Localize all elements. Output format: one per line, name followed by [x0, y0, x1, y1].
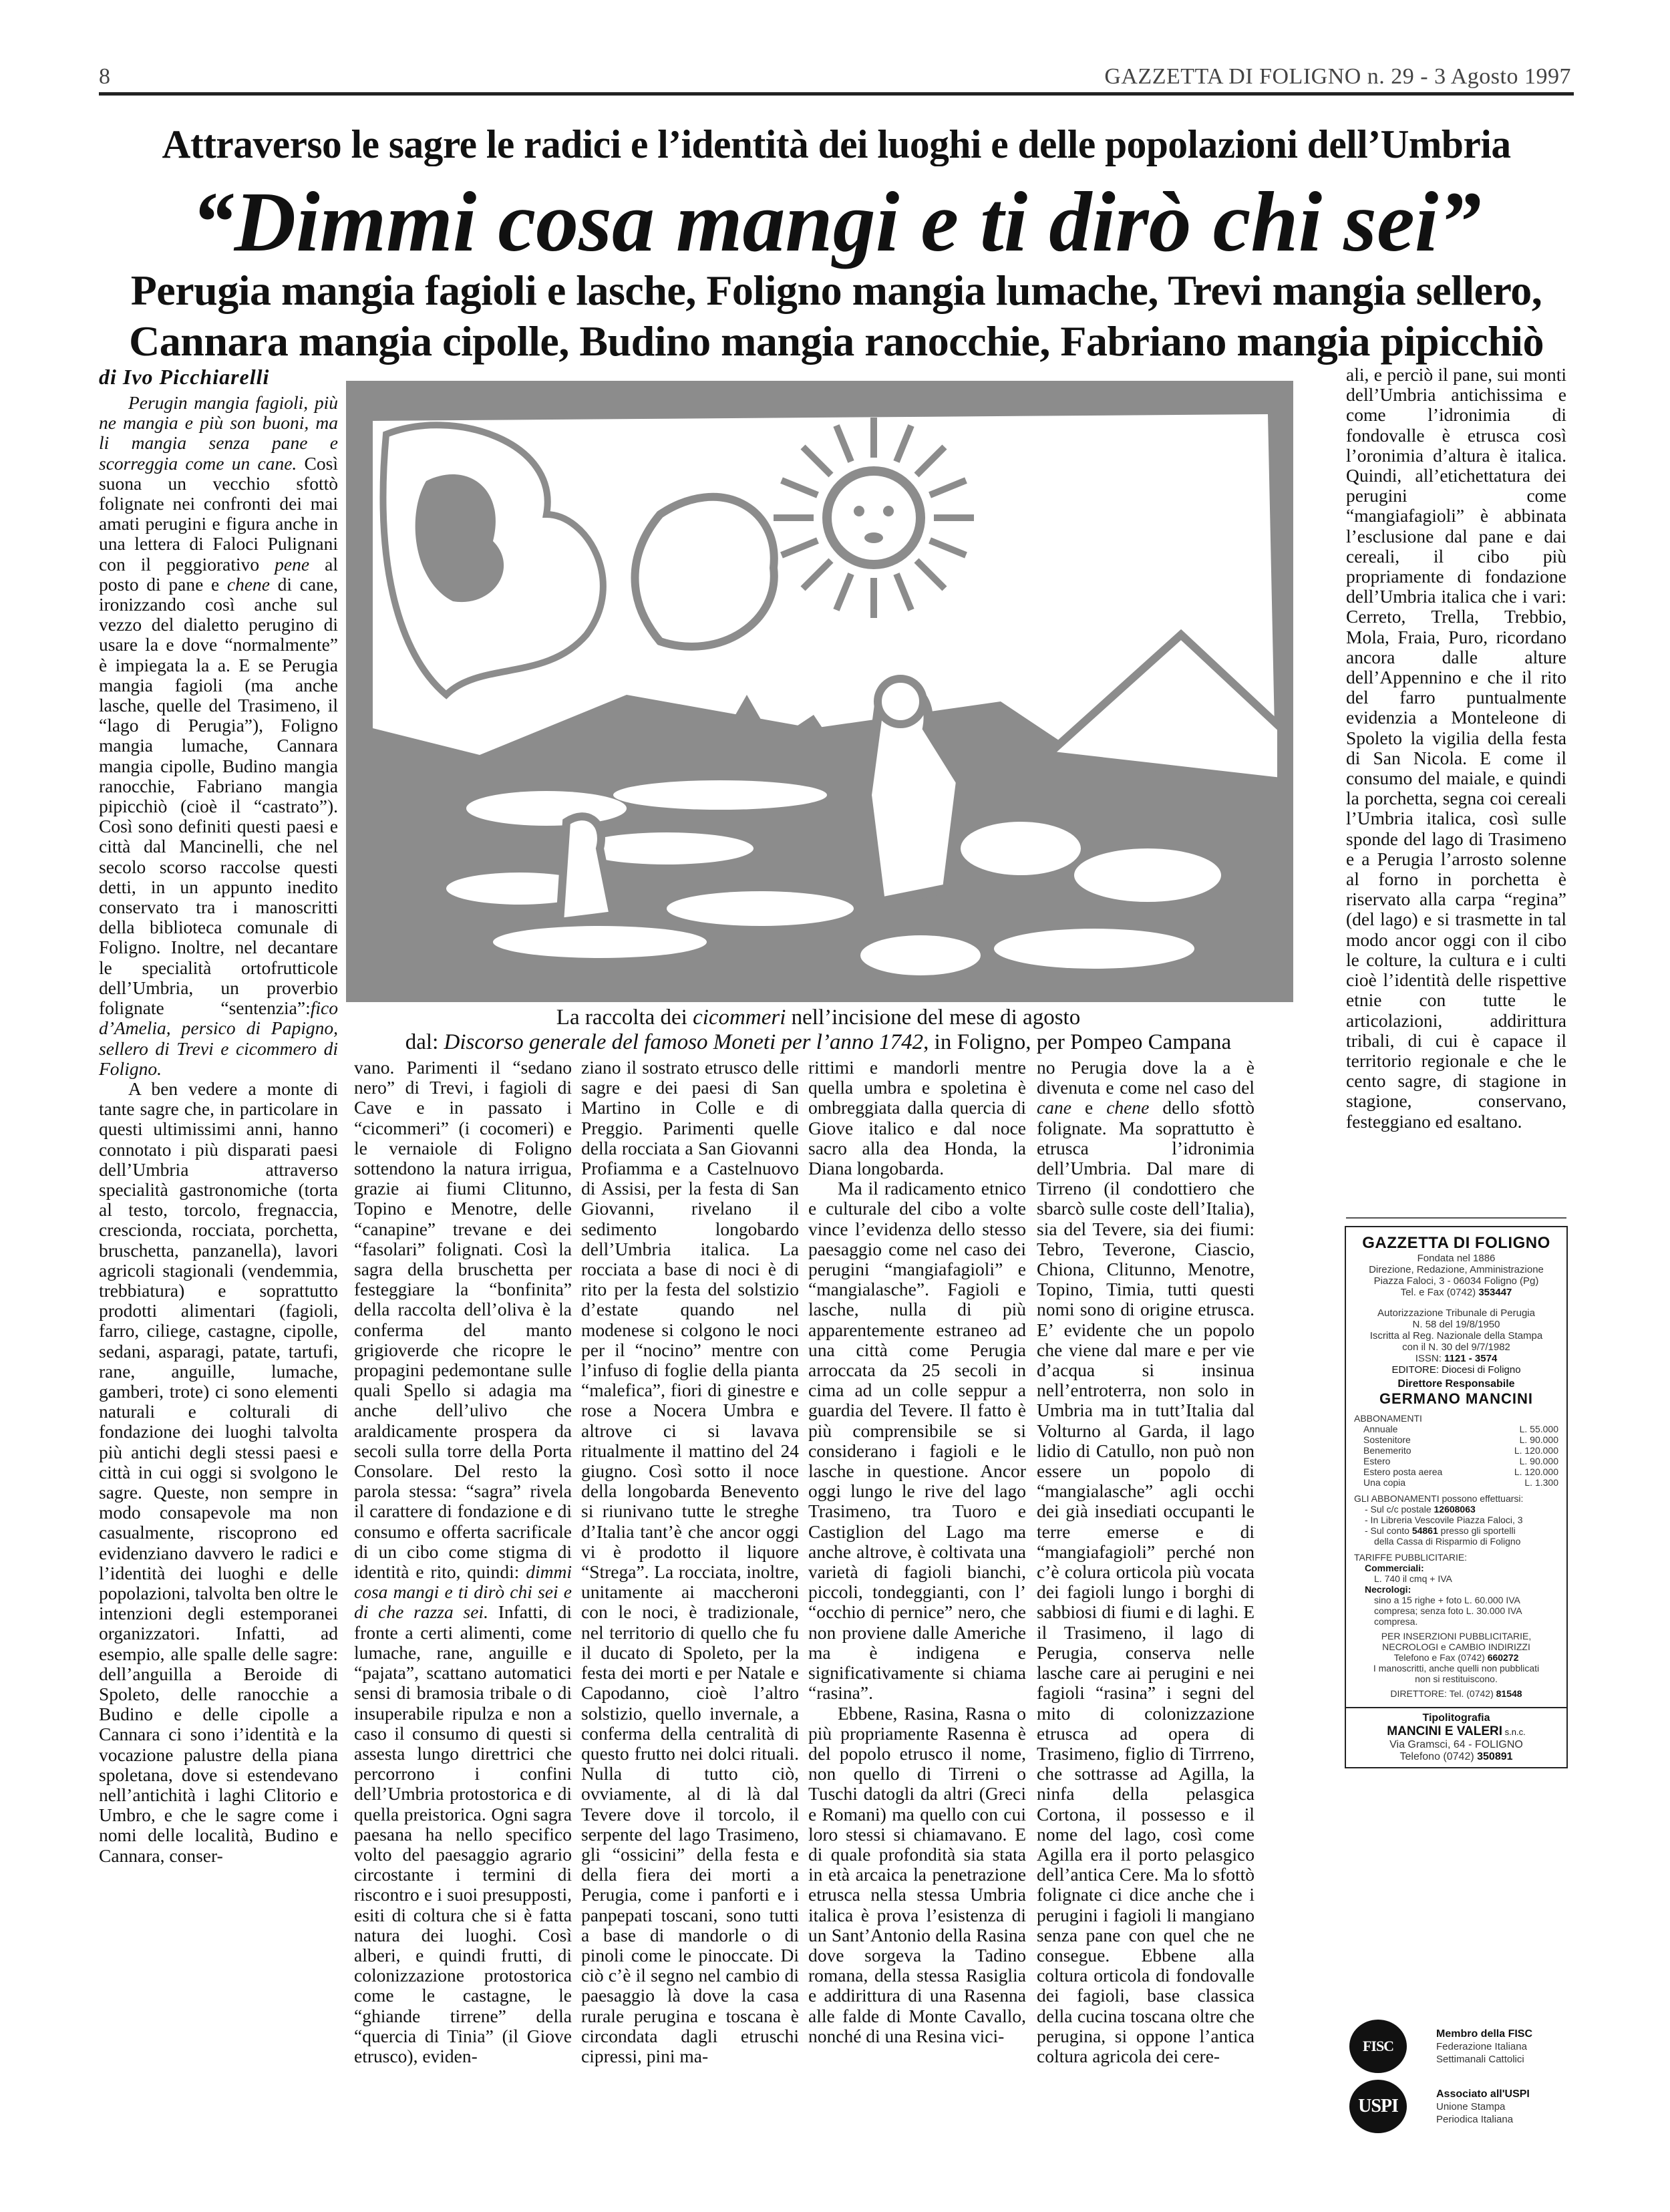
payment-option-detail: della Cassa di Risparmio di Foligno — [1374, 1536, 1521, 1547]
payment-option: - In Libreria Vescovile Piazza Faloci, 3 — [1365, 1515, 1523, 1525]
payment-label: presso gli sportelli — [1438, 1525, 1516, 1536]
registry-number: con il N. 30 del 9/7/1982 — [1402, 1341, 1510, 1353]
caption-text: La raccolta dei — [556, 1005, 693, 1030]
obituaries-rate: compresa. — [1374, 1616, 1418, 1627]
paragraph: rittimi e mandorli mentre quella umbra e spoletina è ombreggiata dalla quercia di Giove italico e dal noce sacro alla dea Honda, la Diana longobarda. — [808, 1057, 1026, 1179]
printer-name-text: MANCINI E VALERI — [1387, 1724, 1503, 1738]
issn-value: 1121 - 3574 — [1444, 1353, 1498, 1364]
membership-line: Unione Stampa — [1436, 2100, 1506, 2112]
masthead-phone — [1346, 1287, 1566, 1298]
masthead-box — [1345, 1226, 1568, 1768]
italic-word: chene — [1106, 1097, 1150, 1118]
column-divider — [1346, 1217, 1566, 1219]
paragraph: A ben vedere a monte di tante sagre che, in particolare in questi ultimissimi anni, hanno connotato i più disparati paesi dell’Umbria attraverso specialità gastronomiche (torta al testo, torcolo, fregnaccia, crescionda, rocciata, porchetta, bruschetta, panzanella), lavori agricoli stagionali (vendemmia, trebbiatura) e soprattutto prodotti alimentari (fagioli, farro, ciliege, castagne, cipolle, sedani, asparagi, patate, tartufi, rane, anguille, lumache, gamberi, trote) ci sono elementi naturali e colturali di fondazione dei luoghi talvolta più antichi degli stessi paesi e città in cui oggi si svolgono le sagre. Queste, non sempre in modo consapevole ma non casualmente, riscoprono ed evidenziano davvero le radici e l’identità dei luoghi e delle popolazioni, talvolta ben oltre le intenzioni degli estemporanei organizzatori. Infatti, ad esempio, alle spalle delle sagre: dell’anguilla a Beroide di Spoleto, delle ranocchie a Budino e delle cipolle a Cannara ci sono i’identità e la vocazione palustre della piana spoletana, dove si estendevano nell’antichità i laghi Clitorio e Umbro, e che le sagre come i nomi delle località, Budino e Cannara, conser- — [99, 1078, 338, 1866]
italic-word: cane — [1037, 1097, 1071, 1118]
fisc-logo-icon: FISC — [1349, 2020, 1407, 2073]
printer-phone — [1346, 1751, 1566, 1763]
subscription-row — [1354, 1445, 1558, 1456]
article-column-2 — [354, 1058, 572, 2066]
text-run: di cane, ironizzando così anche sul vezzo del dialetto perugino di usare la e dove “normalmente” è impiegata la a. E se Perugia mangia fagioli (ma anche lasche, quelle del Trasimeno, il “lago di Perugia”), Foligno mangia lumache, Cannara mangia cipolle, Budino mangia ranocchie, Fabriano mangia pipicchiò (cioè il “castrato”). Così sono definiti questi paesi e città dal Mancinelli, che nel secolo scorso raccolse questi detti, in un appunto inedito conservato tra i manoscritti della biblioteca comunale di Foligno. Inoltre, nel decantare le specialità ortofrutticole dell’Umbria, un proverbio folignate “sentenzia”: — [99, 573, 338, 1019]
article-headline: “Dimmi cosa mangi e ti dirò chi sei” — [191, 174, 1482, 269]
printer-title: Tipolitografia — [1422, 1712, 1490, 1724]
obituaries-rate: sino a 15 righe + foto L. 60.000 IVA — [1374, 1595, 1520, 1605]
subscription-row — [1354, 1477, 1558, 1488]
inserts-info: PER INSERZIONI PUBBLICITARIE, — [1381, 1631, 1532, 1641]
inserts-info: NECROLOGI e CAMBIO INDIRIZZI — [1382, 1641, 1530, 1652]
masthead-title: GAZZETTA DI FOLIGNO — [1362, 1234, 1550, 1252]
obituaries-label: Necrologi: — [1365, 1584, 1411, 1595]
sun-figure — [774, 418, 974, 618]
phone-number: 350891 — [1477, 1751, 1513, 1762]
printer-name — [1346, 1724, 1566, 1739]
caption-text: dal: — [405, 1030, 444, 1054]
ad-rates-title: TARIFFE PUBBLICITARIE: — [1354, 1552, 1468, 1563]
subscription-price: L. 55.000 — [1519, 1424, 1558, 1434]
printer-suffix: s.n.c. — [1502, 1727, 1526, 1737]
phone-number: 81548 — [1496, 1688, 1522, 1699]
director-name: GERMANO MANCINI — [1379, 1390, 1534, 1407]
manuscripts-note: I manoscritti, anche quelli non pubblicati — [1373, 1663, 1540, 1674]
woodcut-illustration-icon — [346, 381, 1293, 1002]
text-run: al posto di pane e — [99, 553, 338, 595]
authorization: Autorizzazione Tribunale di Perugia — [1377, 1307, 1535, 1319]
membership-line: Federazione Italiana — [1436, 2040, 1527, 2052]
article-column-1 — [99, 392, 338, 1866]
issn-label: ISSN: — [1415, 1353, 1445, 1364]
inserts-phone — [1354, 1652, 1558, 1663]
subscription-label: Benemerito — [1363, 1445, 1411, 1456]
authorization-number: N. 58 del 19/8/1950 — [1412, 1319, 1500, 1330]
paragraph: Ma il radicamento etnico e culturale del cibo a volte vince l’evidenza dello stesso paesaggio come nel caso dei perugini “mangiafagioli” e “mangialasche”. Fagioli e lasche, nulla di più apparentemente estraneo ad una città come Perugia arroccata da 25 secoli in cima ad un colle seppur a guardia del Tevere. Il fatto è più comprensibile se si considerano i fagioli e le lasche in questione. Ancor oggi lungo le rive del lago Trasimeno, tra Tuoro e Castiglion del Lago ma anche altrove, è coltivata una varietà di fagioli bianchi, piccoli, tondeggianti, con l’ “occhio di pernice” nero, che non proviene dalle Americhe ma è indigena e significativamente si chiama “rasina”. — [808, 1178, 1026, 1704]
proverb: fico d’Amelia, persico di Papigno, sellero di Trevi e cicommero di Foligno. — [99, 997, 338, 1079]
caption-italic: Discorso generale del famoso Moneti per l’anno 1742 — [444, 1030, 924, 1054]
membership-line: Periodica Italiana — [1436, 2113, 1514, 2125]
bank-account-number: 54861 — [1411, 1525, 1438, 1536]
uspi-membership — [1349, 2080, 1570, 2133]
article-subhead-line-1: Perugia mangia fagioli e lasche, Foligno mangia lumache, Trevi mangia sellero, — [130, 267, 1542, 314]
payment-title: GLI ABBONAMENTI possono effettuarsi: — [1354, 1493, 1524, 1504]
woodcut-illustration — [346, 381, 1293, 1002]
italic-quote: dimmi cosa mangi e ti dirò chi sei e di che razza sei. — [354, 1561, 572, 1623]
illustration-caption-line-2 — [347, 1030, 1289, 1055]
issn — [1346, 1353, 1566, 1364]
article-subhead-line-2: Cannara mangia cipolle, Budino mangia ranocchie, Fabriano mangia pipicchiò — [129, 317, 1544, 365]
subscription-label: Annuale — [1363, 1424, 1398, 1434]
article-column-4 — [808, 1058, 1026, 2046]
header-rule — [99, 92, 1574, 96]
subscription-row — [1354, 1456, 1558, 1466]
article-column-5 — [1037, 1058, 1255, 2066]
subscription-row — [1354, 1466, 1558, 1477]
subscription-price: L. 90.000 — [1519, 1434, 1558, 1445]
text-run: no Perugia dove la a è divenuta e come nel caso del — [1037, 1057, 1255, 1098]
paragraph: Ebbene, Rasina, Rasna o più propriamente Rasenna è del popolo etrusco il nome, non quello di Tirreni o Tuschi datogli da altri (Greci e Romani) ma quello con cui loro stessi si chiamavano. E di quale profondità sia stata in età arcaica la penetrazione etrusca nella stessa Umbria italica è prova l’esistenza di un Sant’Antonio della Rasina dove sorgeva la Tadino romana, della stessa Rasiglia e addirittura di una Rasenna alle falde di Monte Cavallo, nonché di una Resina vici- — [808, 1702, 1026, 2046]
fisc-membership — [1349, 2020, 1570, 2073]
text-run: Così suona un vecchio sfottò folignate nei confronti dei mai amati perugini e figura anche in una lettera di Faloci Pulignani con il peggiorativo — [99, 452, 338, 575]
caption-text: nell’incisione del mese di agosto — [786, 1005, 1081, 1030]
phone-label: Tel. e Fax (0742) — [1400, 1287, 1479, 1298]
caption-italic: cicommeri — [693, 1005, 786, 1030]
phone-number: 353447 — [1478, 1287, 1512, 1298]
paragraph: ali, e perciò il pane, sui monti dell’Umbria antichissima e come l’idronimia di fondovalle è etrusca così l’oronimia d’altura è italica. Quindi, all’etichettatura dei perugini come “mangiafagioli” è abbinata l’esclusione dal pane e dai cereali, il cibo più propriamente di fondazione dell’Umbria italica che i vari: Cerreto, Trella, Trebbio, Mola, Fraia, Puro, ricordano ancora dalle alture dell’Appennino e che il rito del farro puntualmente evidenzia a Monteleone di Spoleto la vigilia della festa di San Nicola. E come il consumo del maiale, e quindi la porchetta, segna coi cereali l’Umbria italica, così sulle sponde del lago di Trasimeno e a Perugia l’arrosto solenne al forno in porchetta è riservato alla carpa “regina” (del lago) e si trasmette in tal modo ancor oggi con il cibo le colture, la cultura e i culti cioè l’identità delle rispettive etnie con tutte le articolazioni, addirittura tribali, di cui è capace il territorio regionale e che le cento sagre, di stagione in stagione, conservano, festeggiano ed esaltano. — [1346, 364, 1566, 1132]
masthead-founded: Fondata nel 1886 — [1417, 1253, 1496, 1264]
subscription-label: Una copia — [1363, 1477, 1406, 1488]
opening-rhyme: Perugin mangia fagioli, più ne mangia e più son buoni, ma li mangia senza pane e scorreggia come un cane. — [99, 392, 338, 474]
running-head: GAZZETTA DI FOLIGNO n. 29 - 3 Agosto 1997 — [1104, 64, 1571, 89]
phone-number: 660272 — [1487, 1652, 1519, 1663]
manuscripts-note: non si restituiscono. — [1415, 1674, 1498, 1684]
subscription-label: Estero posta aerea — [1363, 1466, 1443, 1477]
article-column-6 — [1346, 365, 1566, 1132]
subscription-price: L. 120.000 — [1514, 1445, 1558, 1456]
publisher: EDITORE: Diocesi di Foligno — [1391, 1364, 1521, 1376]
page-number: 8 — [99, 64, 110, 89]
membership-title: Membro della FISC — [1436, 2028, 1533, 2040]
subscription-price: L. 120.000 — [1514, 1466, 1558, 1477]
subscription-price: L. 90.000 — [1519, 1456, 1558, 1466]
masthead-offices: Direzione, Redazione, Amministrazione — [1369, 1264, 1544, 1275]
phone-label: DIRETTORE: Tel. (0742) — [1390, 1688, 1496, 1699]
masthead-address: Piazza Faloci, 3 - 06034 Foligno (Pg) — [1373, 1275, 1539, 1287]
caption-text: , in Foligno, per Pompeo Campana — [923, 1030, 1232, 1054]
byline: di Ivo Picchiarelli — [99, 365, 270, 389]
italic-word: pene — [275, 553, 310, 575]
printer-box — [1346, 1707, 1566, 1767]
uspi-logo-icon: USPI — [1349, 2080, 1407, 2133]
postal-account-number: 12608063 — [1434, 1504, 1476, 1515]
text-run: dello sfottò folignate. Ma soprattutto è etrusca l’idronimia dell’Umbria. Dal mare di Tirreno (il condottiero che sbarcò sulle coste dell’Italia), sia del Tevere, sia dei fiumi: Tebro, Teverone, Ciascio, Chiona, Clitunno, Menotre, Topino, Timia, tutti questi nomi sono di origine etrusca. E’ evidente che un popolo che viene dal mare e per vie d’acqua si insinua nell’entroterra, non solo in Umbria ma in tutt’Italia dal Volturno al Garda, il lago lidio di Catullo, non può non essere un popolo di “mangialasche” agli occhi dei già insediati occupanti le terre emerse e di “mangiafagioli” perché non c’è colura orticola più vocata dei fagioli lungo i borghi di sabbiosi di fiumi e di laghi. E il Trasimeno, il lago di Perugia, conserva nelle lasche care ai perugini e nei fagioli “rasina” i segni del mito di colonizzazione etrusca ad opera di Trasimeno, figlio di Tirrreno, che sottrasse ad Agilla, la ninfa della pelasgica Cortona, il possesso e il nome del lago, così come Agilla era il porto pelasgico dell’antica Cere. Ma lo sfottò folignate ci dice anche che i perugini i fagioli li mangiano senza pane con quel che ne consegue. Ebbene alla coltura orticola di fondovalle dei fagioli, base classica della cucina toscana oltre che perugina, si oppone l’antica coltura agricola dei cere- — [1037, 1097, 1255, 2066]
text-run: Infatti, di fronte a certi alimenti, come lumache, rane, anguille e “pajata”, scattano automatici sensi di bramosia tribale o di insuperabile ripulza e non a caso il consumo di questi si assesta lungo direttrici che percorrono i confini dell’Umbria protostorica e di quella preistorica. Ogni sagra paesana ha nello specifico volto del paesaggio agrario circostante i termini di riscontro e i suoi presupposti, esiti di coltura che si è fatta natura dei luoghi. Così alberi, e quindi frutti, di colonizzazione protostorica come le castagne, le “ghiande tirrene” della “quercia di Tinia” (il Giove etrusco), eviden- — [354, 1601, 572, 2066]
director-label: Direttore Responsabile — [1397, 1378, 1515, 1390]
text-run: vano. Parimenti il “sedano nero” di Trevi, i fagioli di Cave e in passato i “cicommeri” (i cocomeri) e le vernaiole di Foligno sottendono la natura irrigua, grazie ai fiumi Clitunno, Topino e Menotre, delle “canapine” trevane e dei “fasolari” folignati. Così la sagra della bruschetta per festeggiare la “bonfinita” della raccolta dell’oliva è la conferma del manto grigioverde che ricopre le propagini pedemontane sulle quali Spello si adagia ma anche dell’ulivo che araldicamente prospera da secoli sulla torre della Porta Consolare. Del resto la parola stessa: “sagra” rivela il carattere di fondazione e di consumo e offerta sacrificale di un cibo come stigma di identità e rito, quindi: — [354, 1057, 572, 1583]
printer-address: Via Gramsci, 64 - FOLIGNO — [1389, 1739, 1523, 1750]
article-column-3 — [581, 1058, 799, 2066]
subscription-row — [1354, 1424, 1558, 1434]
subscription-price: L. 1.300 — [1524, 1477, 1558, 1488]
subscriptions-title: ABBONAMENTI — [1354, 1413, 1422, 1424]
payment-option — [1354, 1504, 1558, 1515]
obituaries-rate: compresa; senza foto L. 30.000 IVA — [1374, 1605, 1522, 1616]
membership-line: Settimanali Cattolici — [1436, 2053, 1524, 2065]
phone-label: Telefono (0742) — [1399, 1751, 1478, 1762]
article-kicker: Attraverso le sagre le radici e l’identità dei luoghi e delle popolazioni dell’Umbria — [162, 122, 1511, 166]
paragraph: ziano il sostrato etrusco delle sagre e dei paesi di San Martino in Colle e di Preggio. Parimenti quelle della rocciata a San Giovanni Profiamma e a Castelnuovo di Assisi, per la festa di San Giovanni, rivelano il sedimento longobardo dell’Umbria italica. La rocciata a base di noci è di rito per la festa del solstizio d’estate quando nel modenese si colgono le noci per il “nocino” mentre con l’infuso di foglie della pianta “malefica”, fiori di ginestre e rose a Nocera Umbra e altrove ci si lavava ritualmente il mattino del 24 giugno. Così sotto il noce della longobarda Benevento si riunivano tutte le streghe d’Italia tant’è che ancor oggi vi è prodotto il liquore “Strega”. La rocciata, inoltre, unitamente ai maccheroni con le noci, è tradizionale, nel territorio di quello che fu il ducato di Spoleto, per la festa dei morti e per Natale e Capodanno, cioè l’altro solstizio, quello invernale, a conferma della centralità di questo frutto nei dolci rituali. Nulla di tutto ciò, ovviamente, al di là dal Tevere dove il torcolo, il serpente del lago Trasimeno, gli “ossicini” della festa e della fiera dei morti a Perugia, come i panforti e i panpepati toscani, sono tutti a base di mandorle o di pinoli come le pinoccate. Di ciò c’è il segno nel cambio di paesaggio là dove la casa rurale perugina e toscana è circondata dagli etruschi cipressi, pini ma- — [581, 1057, 799, 2066]
subscription-label: Estero — [1363, 1456, 1391, 1466]
payment-label: - Sul c/c postale — [1365, 1504, 1434, 1515]
payment-label: - Sul conto — [1365, 1525, 1412, 1536]
text-run: e — [1071, 1097, 1107, 1118]
commercial-label: Commerciali: — [1365, 1563, 1424, 1573]
illustration-caption-line-1 — [347, 1005, 1289, 1030]
subscription-row — [1354, 1434, 1558, 1445]
payment-option — [1354, 1525, 1558, 1536]
subscription-label: Sostenitore — [1363, 1434, 1411, 1445]
phone-label: Telefono e Fax (0742) — [1393, 1652, 1488, 1663]
italic-word: chene — [226, 573, 270, 595]
commercial-rate: L. 740 il cmq + IVA — [1374, 1573, 1452, 1584]
membership-title: Associato all'USPI — [1436, 2088, 1530, 2100]
director-phone — [1354, 1688, 1558, 1699]
registry: Iscritta al Reg. Nazionale della Stampa — [1369, 1330, 1543, 1341]
